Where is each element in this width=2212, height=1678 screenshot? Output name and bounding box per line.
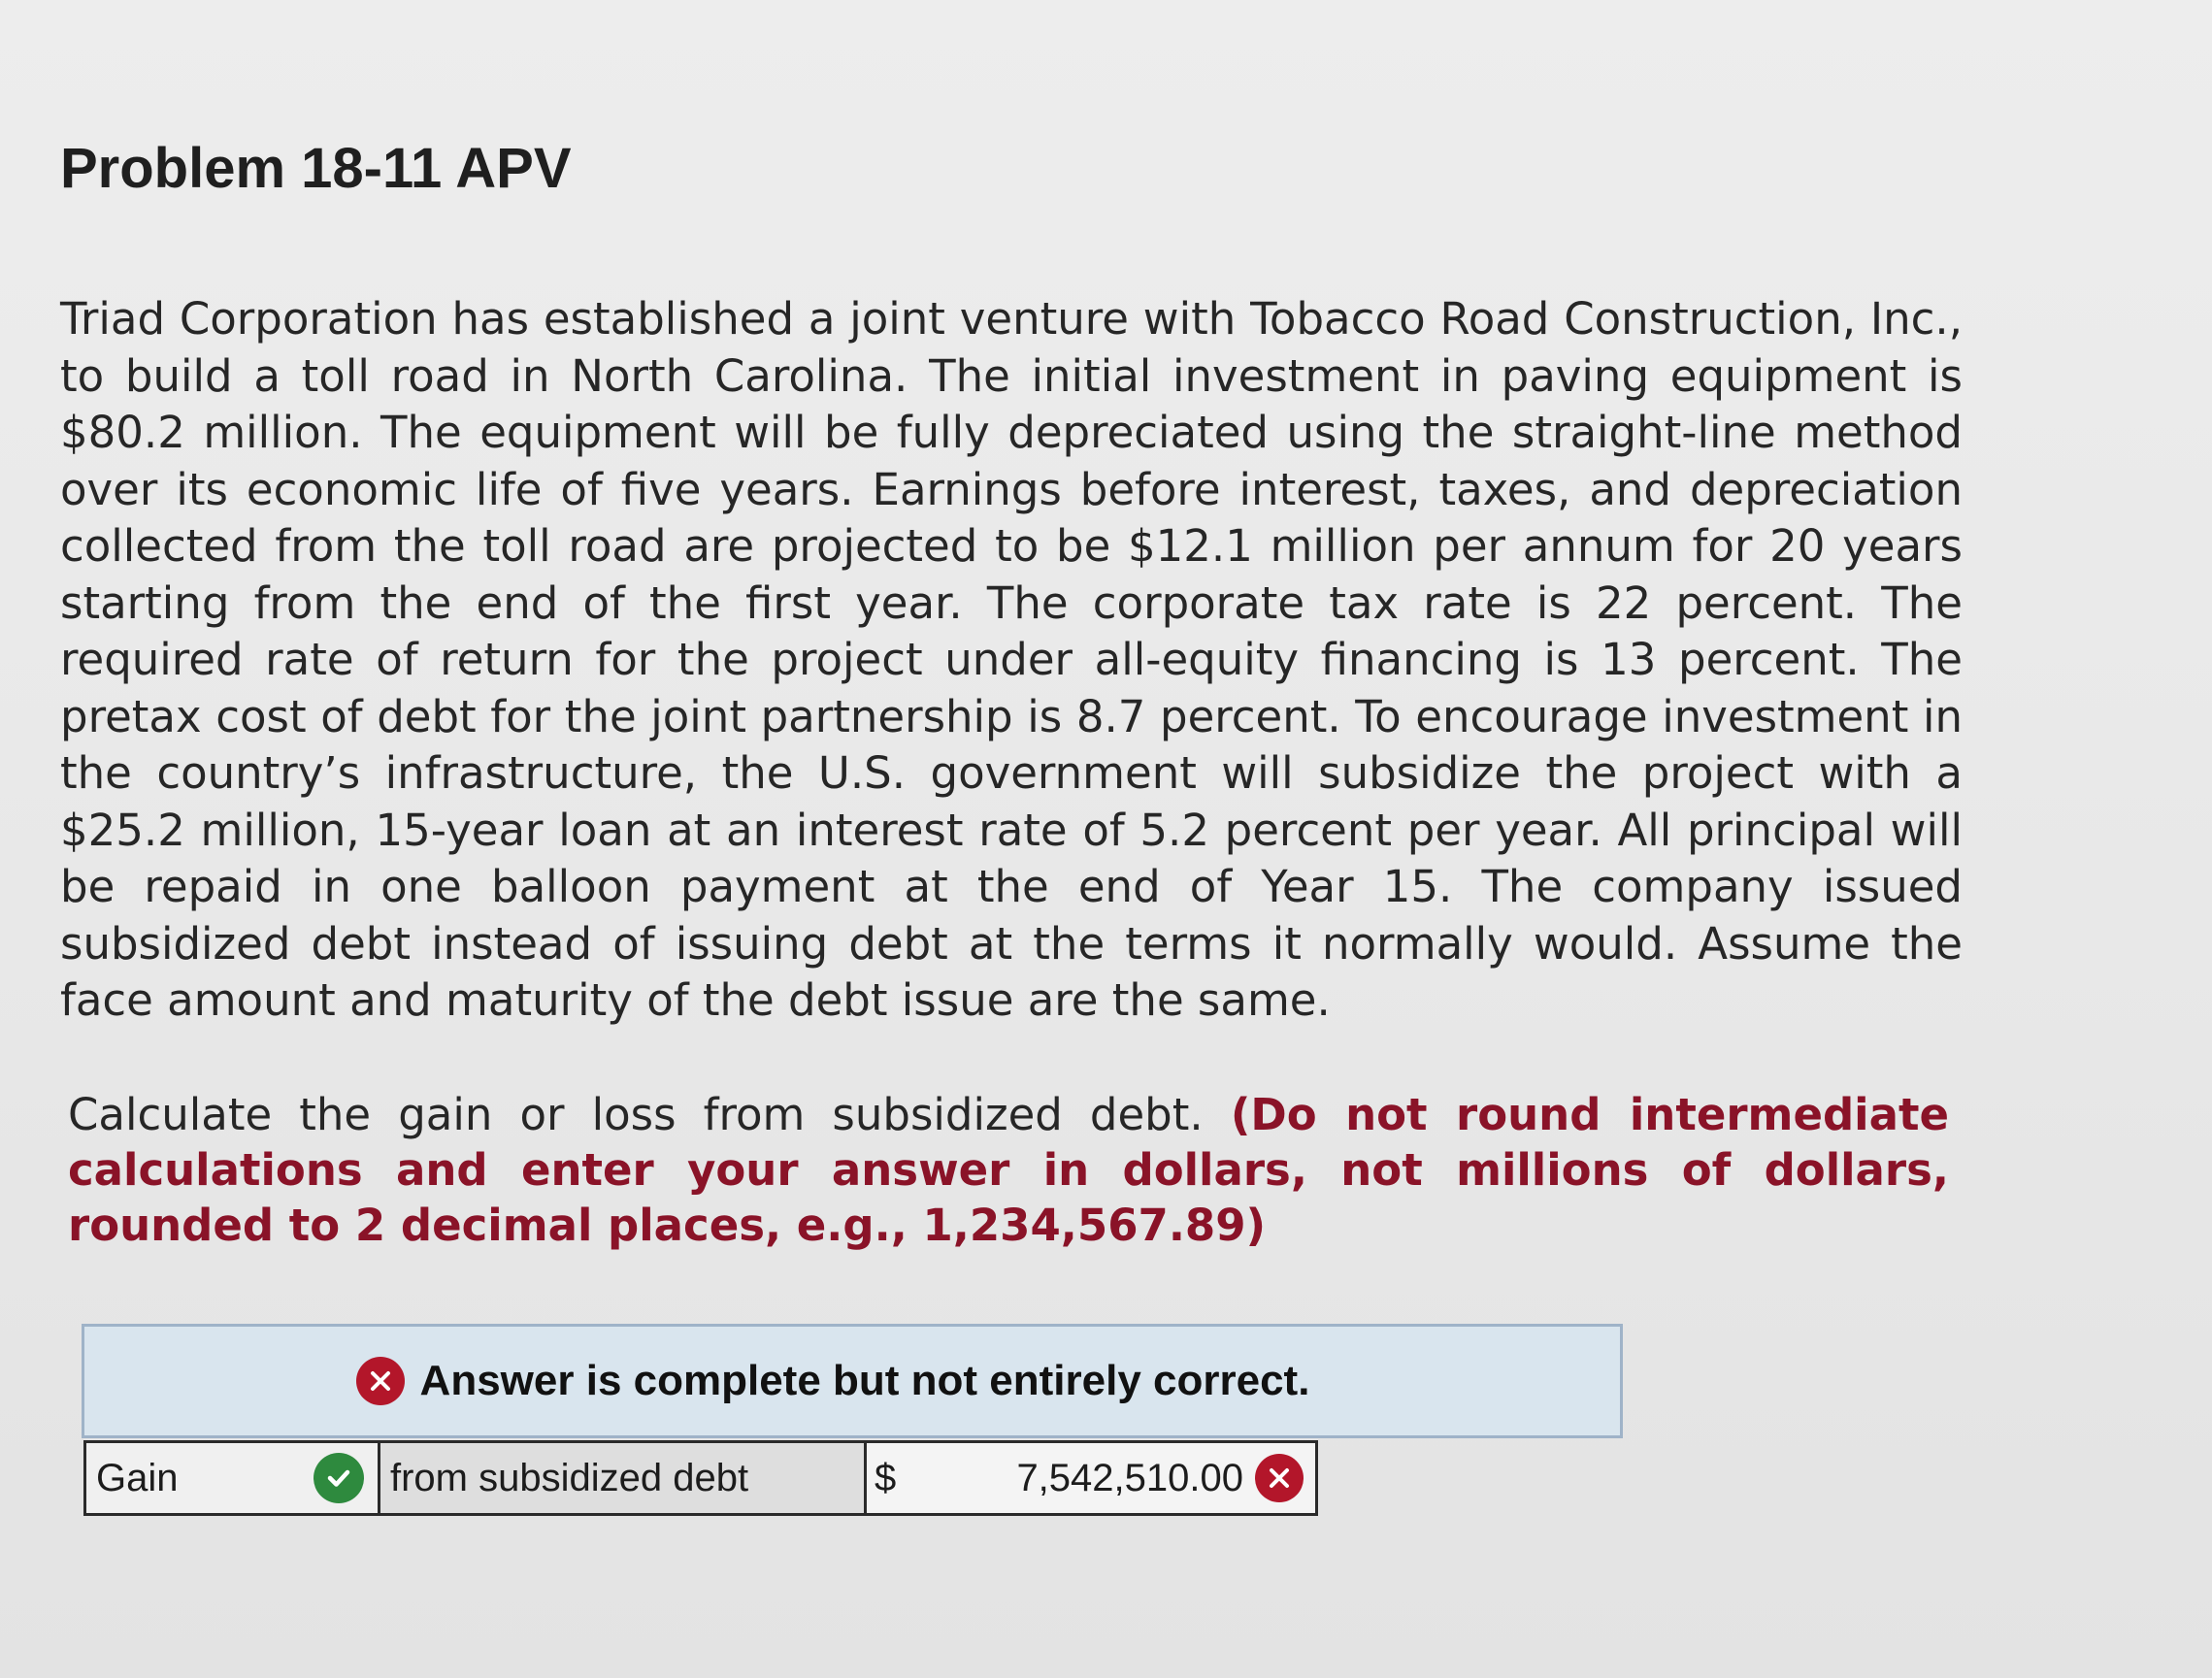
check-circle-icon (314, 1453, 364, 1503)
feedback-status (356, 1357, 1310, 1405)
answer-label (378, 1440, 867, 1516)
amount-input[interactable] (864, 1440, 1318, 1516)
question-prompt: Calculate the gain or loss from subsidized debt. (68, 1089, 1204, 1140)
question-instructions: (Do not round intermediate calculations and enter your answer in dollars, not millions of dollars, rounded to 2 decimal places, e.g., 1,234,567.89) (68, 1089, 1950, 1251)
amount-value: 7,542,510.00 (1016, 1456, 1243, 1499)
feedback-banner (82, 1324, 1623, 1438)
feedback-status-text: Answer is complete but not entirely correct. (419, 1357, 1310, 1404)
answer-row (83, 1440, 1318, 1516)
currency-symbol: $ (875, 1456, 897, 1499)
page-title: Problem 18-11 APV (60, 137, 572, 200)
problem-text: Triad Corporation has established a joint venture with Tobacco Road Construction, Inc., to build a toll road in North Carolina. The initial investment in paving equipment is $80.2 million. The equipment will be fully depreciated using the straight-line method over its economic life of five years. Earnings before interest, taxes, and depreciation collected from the toll road are projected to be $12.1 million per annum for 20 years starting from the end of the first year. The corporate tax rate is 22 percent. The required rate of return for the project under all-equity financing is 13 percent. The pretax cost of debt for the joint partnership is 8.7 percent. To encourage investment in the country’s infrastructure, the U.S. government will subsidize the project with a $25.2 million, 15-year loan at an interest rate of 5.2 percent per year. All principal will be repaid in one balloon payment at the end of Year 15. The company issued subsidized debt instead of issuing debt at the terms it normally would. Assume the face amount and maturity of the debt issue are the same. (60, 293, 1963, 1026)
gain-loss-select[interactable] (83, 1440, 380, 1516)
question-text (68, 1087, 1949, 1253)
answer-label-text: from subsidized debt (390, 1456, 749, 1499)
x-circle-icon (356, 1357, 405, 1405)
x-circle-icon (1255, 1454, 1304, 1502)
gain-loss-select-value: Gain (96, 1456, 179, 1499)
